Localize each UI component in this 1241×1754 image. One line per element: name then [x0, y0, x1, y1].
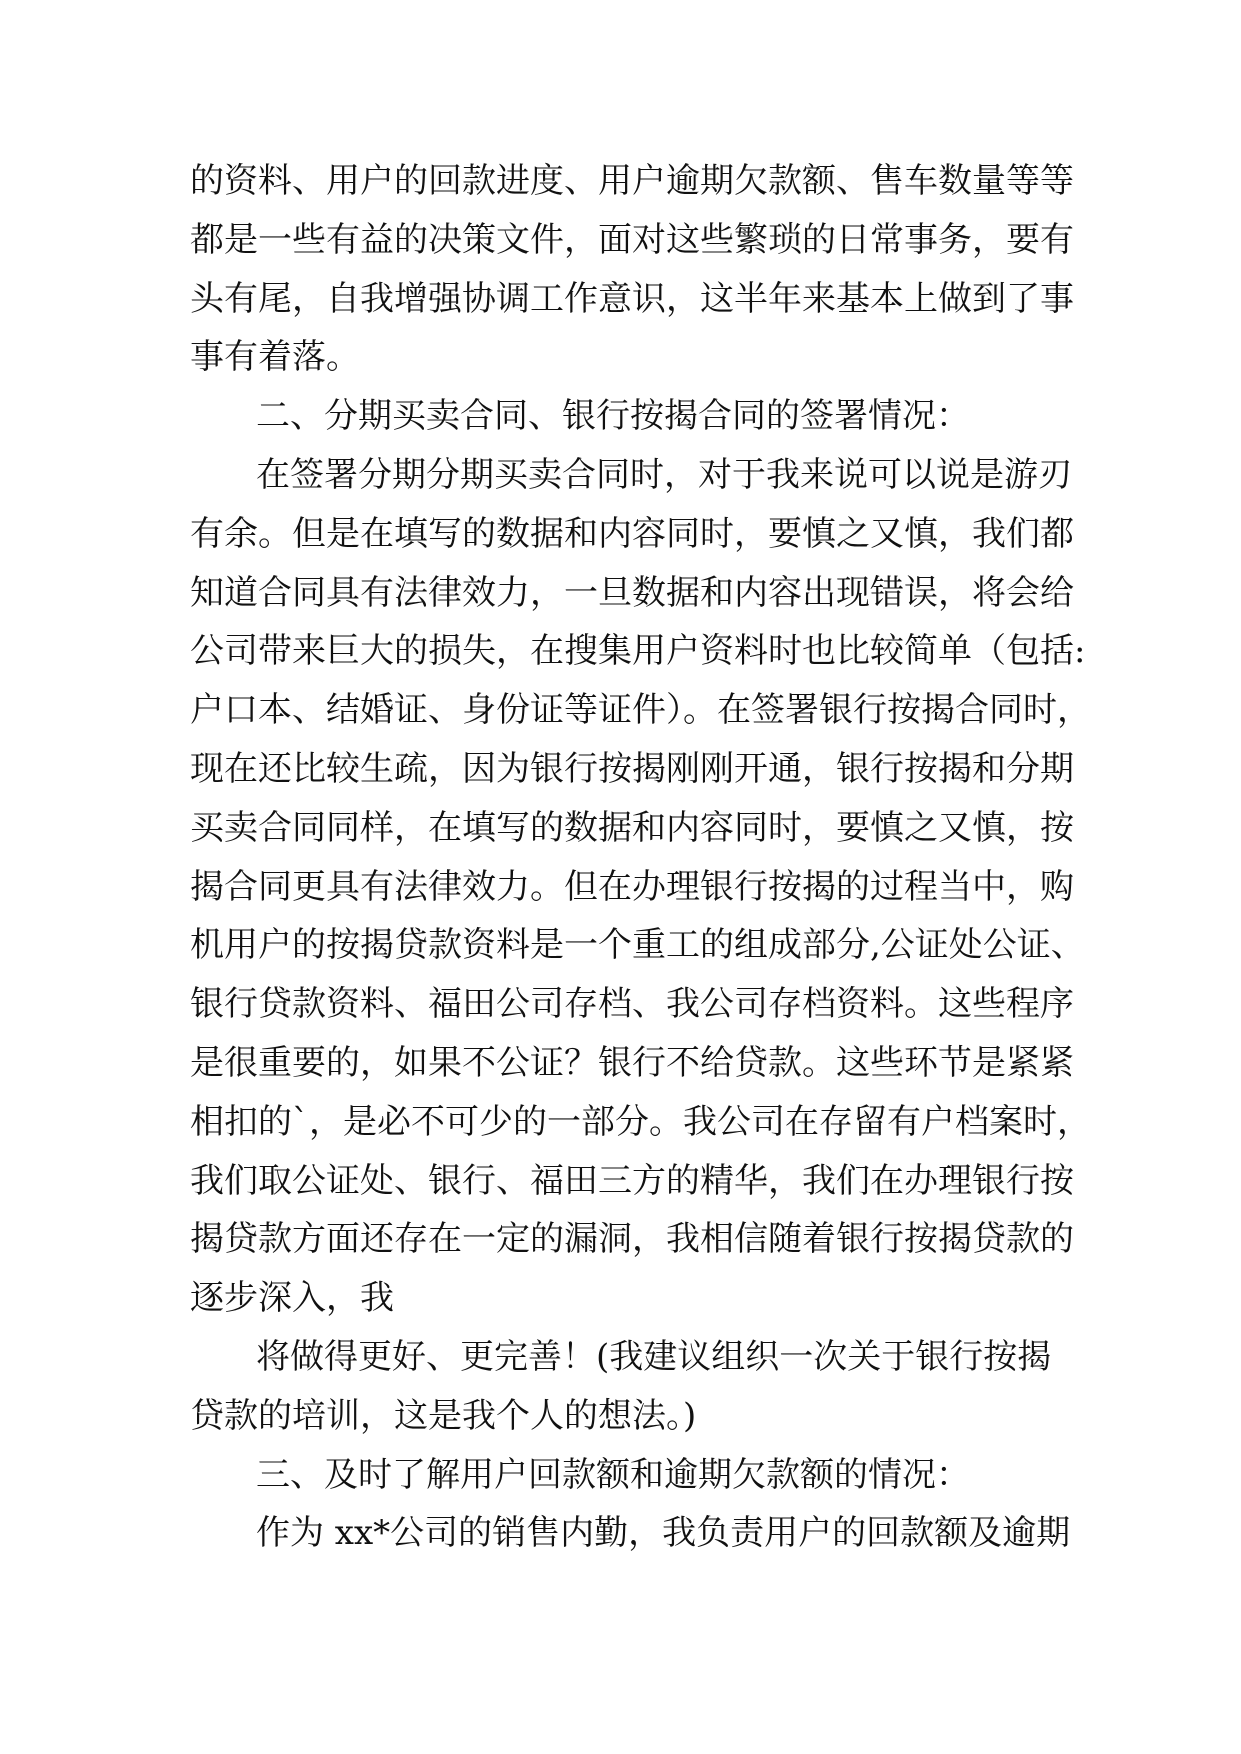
paragraph-first-line: 作为 xx*公司的销售内勤，我负责用户的回款额及逾期: [256, 1513, 1071, 1554]
text-line: 逐步深入，我: [190, 1278, 394, 1319]
section-heading: 二、分期买卖合同、银行按揭合同的签署情况：: [256, 396, 970, 437]
text-line: 揭贷款方面还存在一定的漏洞，我相信随着银行按揭贷款的: [190, 1219, 1074, 1260]
text-line: 有余。但是在填写的数据和内容同时，要慎之又慎，我们都: [190, 513, 1074, 554]
text-line: 是很重要的，如果不公证？银行不给贷款。这些环节是紧紧: [190, 1042, 1074, 1083]
text-line: 户口本、结婚证、身份证等证件）。在签署银行按揭合同时，: [190, 690, 1091, 731]
text-line: 的资料、用户的回款进度、用户逾期欠款额、售车数量等等: [190, 161, 1074, 201]
text-line: 现在还比较生疏，因为银行按揭刚刚开通，银行按揭和分期: [190, 748, 1074, 789]
document-body: [190, 152, 1091, 1563]
text-line: 都是一些有益的决策文件，面对这些繁琐的日常事务，要有: [190, 219, 1074, 260]
paragraph-first-line: 将做得更好、更完善！(我建议组织一次关于银行按揭: [256, 1336, 1052, 1377]
text-line: 买卖合同同样，在填写的数据和内容同时，要慎之又慎，按: [190, 807, 1074, 848]
text-line: 揭合同更具有法律效力。但在办理银行按揭的过程当中，购: [190, 866, 1074, 907]
text-line: 我们取公证处、银行、福田三方的精华，我们在办理银行按: [190, 1160, 1074, 1201]
text-line: 知道合同具有法律效力，一旦数据和内容出现错误，将会给: [190, 572, 1074, 613]
text-line: 贷款的培训，这是我个人的想法。): [190, 1395, 697, 1436]
paragraph-first-line: 在签署分期分期买卖合同时，对于我来说可以说是游刃: [256, 454, 1072, 495]
text-line: 银行贷款资料、福田公司存档、我公司存档资料。这些程序: [190, 984, 1074, 1025]
text-line: 头有尾，自我增强协调工作意识，这半年来基本上做到了事: [190, 278, 1074, 319]
text-line: 事有着落。: [190, 337, 360, 378]
text-line: 相扣的`，是必不可少的一部分。我公司在存留有户档案时，: [190, 1101, 1091, 1142]
section-heading: 三、及时了解用户回款额和逾期欠款额的情况：: [256, 1454, 970, 1495]
text-line: 公司带来巨大的损失，在搜集用户资料时也比较简单（包括:: [190, 631, 1086, 672]
text-line: 机用户的按揭贷款资料是一个重工的组成部分,公证处公证、: [190, 925, 1085, 966]
